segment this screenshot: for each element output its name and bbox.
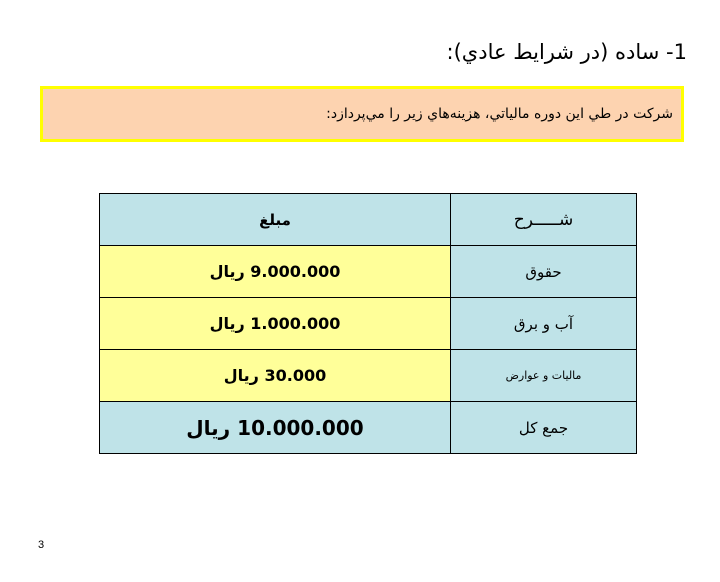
table-row <box>100 298 637 350</box>
table-header-row <box>100 194 637 246</box>
total-description: جمع كل <box>451 402 637 454</box>
header-amount: مبلغ <box>100 194 451 246</box>
total-amount: 10.000.000 ريال <box>100 402 451 454</box>
row-description: حقوق <box>451 246 637 298</box>
row-description: آب و برق <box>451 298 637 350</box>
table-row <box>100 350 637 402</box>
slide-number: 3 <box>38 539 45 551</box>
row-amount: 9.000.000 ريال <box>100 246 451 298</box>
table-total-row <box>100 402 637 454</box>
row-description: ماليات و عوارض <box>451 350 637 402</box>
table-row <box>100 246 637 298</box>
row-amount: 30.000 ريال <box>100 350 451 402</box>
cost-table <box>99 193 637 454</box>
header-description: شـــــرح <box>451 194 637 246</box>
row-amount: 1.000.000 ريال <box>100 298 451 350</box>
intro-callout <box>40 86 684 142</box>
slide-heading: 1- ساده (در شرايط عادي): <box>446 40 687 64</box>
intro-text: شركت در طي اين دوره مالياتي، هزينه‌هاي زير را مي‌پردازد: <box>326 106 673 122</box>
